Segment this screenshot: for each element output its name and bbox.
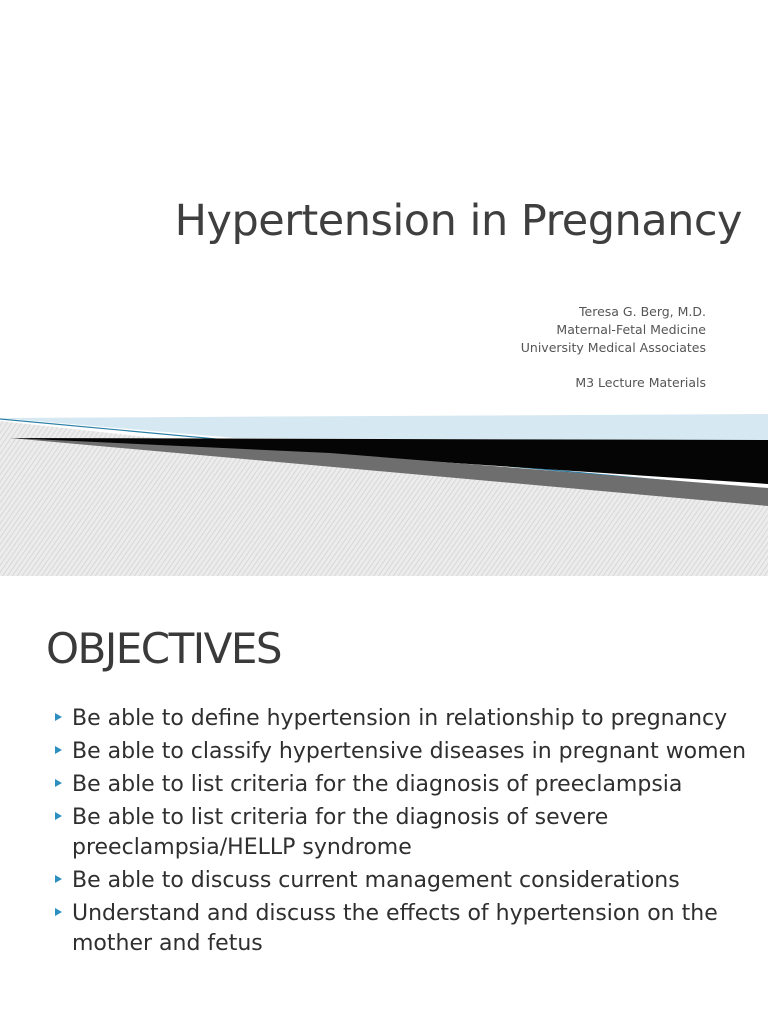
presentation-title: Hypertension in Pregnancy [174, 196, 742, 246]
objective-text: Be able to classify hypertensive diseases in pregnant women [72, 739, 747, 764]
objectives-heading: OBJECTIVES [46, 624, 282, 673]
arrow-bullet-icon [55, 713, 62, 721]
objective-item [52, 866, 752, 896]
arrow-bullet-icon [55, 875, 62, 883]
objective-item [52, 803, 752, 863]
spacer [521, 357, 706, 374]
arrow-bullet-icon [55, 812, 62, 820]
objectives-slide [0, 576, 768, 1024]
arrow-bullet-icon [55, 779, 62, 787]
objective-text: Understand and discuss the effects of hypertension on the mother and fetus [72, 901, 718, 956]
author-name: Teresa G. Berg, M.D. [579, 304, 706, 319]
arrow-bullet-icon [55, 746, 62, 754]
objective-text: Be able to define hypertension in relationship to pregnancy [72, 706, 728, 731]
department-name: Maternal-Fetal Medicine [556, 322, 706, 337]
objective-text: Be able to list criteria for the diagnosis of preeclampsia [72, 772, 683, 797]
arrow-bullet-icon [55, 908, 62, 916]
objectives-list [52, 704, 752, 962]
objective-text: Be able to list criteria for the diagnosis of severe preeclampsia/HELLP syndrome [72, 805, 609, 860]
objective-item [52, 770, 752, 800]
organization-name: University Medical Associates [520, 340, 706, 355]
objective-item [52, 737, 752, 767]
objective-text: Be able to discuss current management considerations [72, 868, 680, 893]
objective-item [52, 899, 752, 959]
presenter-info [521, 303, 706, 392]
course-name: M3 Lecture Materials [575, 375, 706, 390]
objective-item [52, 704, 752, 734]
